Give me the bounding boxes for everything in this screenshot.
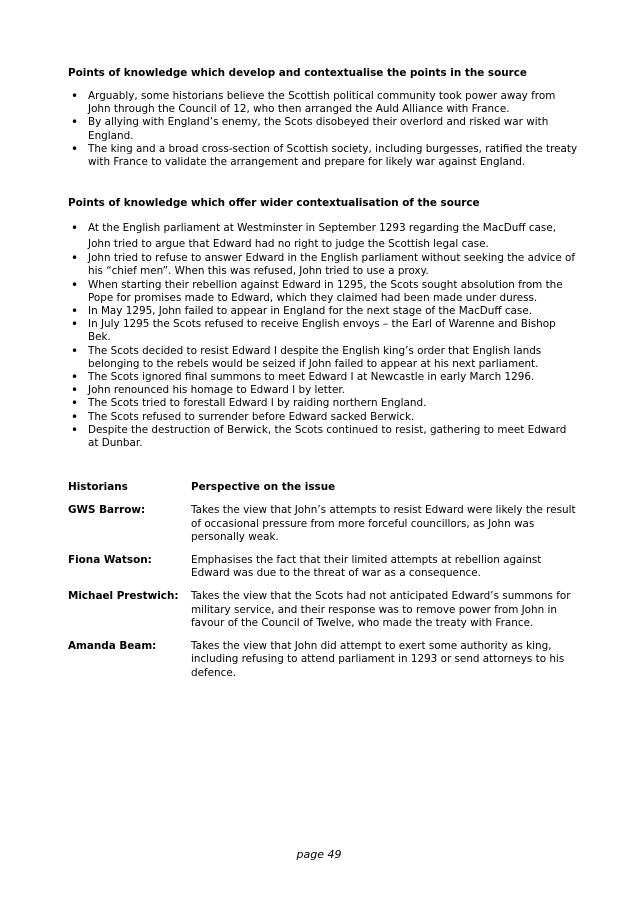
list-item: • The Scots decided to resist Edward I despite the English king’s order that English lands belonging to the rebels would be seized if John failed to appear at his next parliament. <box>68 345 578 371</box>
historian-name: GWS Barrow: <box>68 504 146 517</box>
list-item: • When starting their rebellion against Edward in 1295, the Scots sought absolution from the Pope for promises made to Edward, which they claimed had been made under duress. <box>68 279 578 305</box>
historian-perspective: Takes the view that the Scots had not anticipated Edward’s summons for military service, and their response was to remove power from John in favour of the Council of Twelve, who made the treaty with France. <box>191 590 571 629</box>
historian-name: Amanda Beam: <box>68 640 157 653</box>
section-heading-wider: Points of knowledge which offer wider contextualisation of the source <box>68 197 480 210</box>
historian-perspective: Emphasises the fact that their limited attempts at rebellion against Edward was due to the threat of war as a consequence. <box>191 554 542 580</box>
list-item: • By allying with England’s enemy, the Scots disobeyed their overlord and risked war with England. <box>68 116 578 142</box>
bullet-list-develop <box>68 90 578 169</box>
table-row <box>68 504 578 544</box>
list-item: • John tried to refuse to answer Edward in the English parliament without seeking the advice of his “chief men”. When this was refused, John tried to use a proxy. <box>68 252 578 278</box>
historians-table <box>68 481 578 679</box>
historians-table-header <box>68 481 578 494</box>
list-item: • In July 1295 the Scots refused to receive English envoys – the Earl of Warenne and Bishop Bek. <box>68 318 578 344</box>
document-page <box>68 66 578 690</box>
list-item: • The king and a broad cross-section of Scottish society, including burgesses, ratified the treaty with France to validate the arrangement and prepare for likely war against England. <box>68 143 578 169</box>
header-perspective: Perspective on the issue <box>191 481 336 494</box>
list-item: • The Scots ignored final summons to meet Edward I at Newcastle in early March 1296. <box>68 371 578 384</box>
historian-perspective: Takes the view that John’s attempts to resist Edward were likely the result of occasional pressure from more forceful councillors, as John was personally weak. <box>191 504 576 543</box>
historian-name: Fiona Watson: <box>68 554 152 567</box>
header-historians: Historians <box>68 481 128 494</box>
list-item: • At the English parliament at Westminster in September 1293 regarding the MacDuff case, John tried to argue that Edward had no right to judge the Scottish legal case. <box>68 220 578 252</box>
page-number: page 49 <box>296 848 342 861</box>
historian-name: Michael Prestwich: <box>68 590 179 603</box>
list-item: • John renounced his homage to Edward I by letter. <box>68 384 578 397</box>
list-item: • The Scots refused to surrender before Edward sacked Berwick. <box>68 411 578 424</box>
historian-perspective: Takes the view that John did attempt to exert some authority as king, including refusing to attend parliament in 1293 or send attorneys to his defence. <box>191 640 565 679</box>
list-item: • The Scots tried to forestall Edward I by raiding northern England. <box>68 397 578 410</box>
table-row <box>68 640 578 680</box>
table-row <box>68 554 578 580</box>
list-item: • In May 1295, John failed to appear in England for the next stage of the MacDuff case. <box>68 305 578 318</box>
list-item: • Despite the destruction of Berwick, the Scots continued to resist, gathering to meet Edward at Dunbar. <box>68 424 578 450</box>
table-row <box>68 590 578 630</box>
bullet-list-wider <box>68 220 578 450</box>
section-heading-develop: Points of knowledge which develop and contextualise the points in the source <box>68 67 527 79</box>
list-item: • Arguably, some historians believe the Scottish political community took power away from John through the Council of 12, who then arranged the Auld Alliance with France. <box>68 90 578 116</box>
